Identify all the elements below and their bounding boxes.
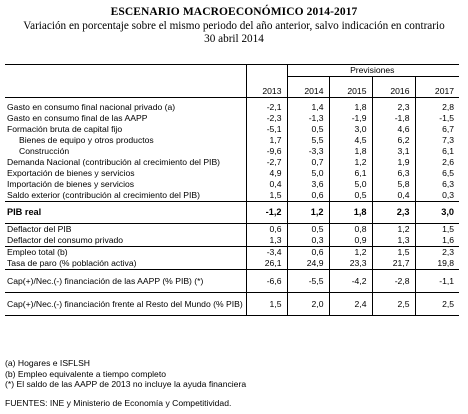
cell: 21,7: [372, 258, 415, 270]
cell: 26,1: [246, 258, 287, 270]
cell: 2,3: [415, 247, 459, 259]
row-label: Gasto en consumo final nacional privado (a): [7, 102, 176, 112]
cell: 2,8: [415, 102, 459, 113]
cell: 1,2: [329, 157, 372, 168]
cell: 1,2: [287, 202, 329, 224]
cell: 0,6: [246, 224, 287, 236]
row-label: Construcción: [19, 146, 70, 156]
cell: 5,0: [329, 179, 372, 190]
row-label: PIB real: [5, 202, 246, 224]
cell: 4,5: [329, 135, 372, 146]
row-label: Saldo exterior (contribución al crecimiento del PIB): [5, 190, 246, 202]
cell: -1,2: [246, 202, 287, 224]
cell: 6,1: [415, 146, 459, 157]
cell: 6,3: [372, 168, 415, 179]
cell: 5,0: [287, 168, 329, 179]
header-row-years: [5, 77, 459, 98]
cell: 6,7: [415, 124, 459, 135]
cell: 19,8: [415, 258, 459, 270]
cell: 5,5: [287, 135, 329, 146]
cell: 2,3: [372, 102, 415, 113]
cell: 1,2: [329, 247, 372, 259]
cell: -2,1: [246, 102, 287, 113]
cell: 0,7: [287, 157, 329, 168]
previsiones-header: Previsiones: [287, 65, 459, 77]
source-line: FUENTES: INE y Ministerio de Economía y Competitividad.: [5, 398, 232, 408]
table-row: [5, 135, 459, 146]
table-row: [5, 146, 459, 157]
cell: 1,5: [415, 224, 459, 236]
cell: 0,5: [287, 224, 329, 236]
cell: 6,1: [329, 168, 372, 179]
table-row: [5, 168, 459, 179]
cell: 3,1: [372, 146, 415, 157]
table-row-pib: [5, 202, 459, 224]
row-label: Tasa de paro (% población activa): [5, 258, 246, 270]
cell: 0,5: [287, 124, 329, 135]
table-row: [5, 179, 459, 190]
cell: 0,8: [329, 224, 372, 236]
year-header: 2015: [329, 77, 372, 98]
cell: 4,9: [246, 168, 287, 179]
row-label: Deflactor del consumo privado: [5, 235, 246, 247]
cell: -4,2: [329, 270, 372, 293]
cell: 1,5: [372, 247, 415, 259]
table-row: [5, 235, 459, 247]
table-row: [5, 224, 459, 236]
cell: -6,6: [246, 270, 287, 293]
cell: 1,8: [329, 146, 372, 157]
table-row: [5, 270, 459, 293]
cell: 0,3: [415, 190, 459, 202]
row-label: Bienes de equipo y otros productos: [19, 135, 154, 145]
cell: 0,9: [329, 235, 372, 247]
row-label: Importación de bienes y servicios: [7, 179, 135, 189]
cell: -2,3: [246, 113, 287, 124]
macro-table: [5, 64, 459, 316]
table-row: [5, 102, 459, 113]
cell: 3,0: [329, 124, 372, 135]
cell: -2,7: [246, 157, 287, 168]
cell: -2,8: [372, 270, 415, 293]
cell: 1,8: [329, 202, 372, 224]
cell: 0,3: [287, 235, 329, 247]
year-header: 2013: [246, 77, 287, 98]
subtitle: Variación en porcentaje sobre el mismo periodo del año anterior, salvo indicación en contrario: [23, 20, 445, 32]
cell: 1,3: [372, 235, 415, 247]
cell: -1,1: [415, 270, 459, 293]
table-row: [5, 247, 459, 259]
cell: 1,5: [246, 293, 287, 316]
cell: 24,9: [287, 258, 329, 270]
cell: 0,6: [287, 247, 329, 259]
cell: 2,0: [287, 293, 329, 316]
cell: 4,6: [372, 124, 415, 135]
row-label: Gasto en consumo final de las AAPP: [7, 113, 148, 123]
cell: 1,7: [246, 135, 287, 146]
table-row: [5, 190, 459, 202]
cell: -9,6: [246, 146, 287, 157]
row-label: Exportación de bienes y servicios: [7, 168, 135, 178]
footnote: (*) El saldo de las AAPP de 2013 no incluye la ayuda financiera: [5, 379, 247, 389]
row-label: Cap(+)/Nec.(-) financiación frente al Resto del Mundo (% PIB): [5, 293, 246, 316]
table-row: [5, 113, 459, 124]
table-row: [5, 124, 459, 135]
cell: 1,2: [372, 224, 415, 236]
cell: 2,3: [372, 202, 415, 224]
cell: 5,8: [372, 179, 415, 190]
footnote: (a) Hogares e ISFLSH: [5, 358, 91, 368]
row-label: Empleo total (b): [7, 247, 68, 257]
cell: 1,5: [246, 190, 287, 202]
cell: -5,5: [287, 270, 329, 293]
row-label: Cap(+)/Nec.(-) financiación de las AAPP (% PIB) (*): [5, 270, 246, 293]
cell: 0,6: [287, 190, 329, 202]
table-row: [5, 258, 459, 270]
cell: -1,5: [415, 113, 459, 124]
cell: 1,9: [372, 157, 415, 168]
cell: 6,3: [415, 179, 459, 190]
cell: 0,5: [329, 190, 372, 202]
cell: -1,8: [372, 113, 415, 124]
cell: 23,3: [329, 258, 372, 270]
cell: 2,4: [329, 293, 372, 316]
row-label: Deflactor del PIB: [7, 224, 72, 234]
cell: -3,4: [246, 247, 287, 259]
cell: -5,1: [246, 124, 287, 135]
cell: 6,2: [372, 135, 415, 146]
table-row: [5, 293, 459, 316]
cell: 3,6: [287, 179, 329, 190]
cell: 1,8: [329, 102, 372, 113]
date-line: 30 abril 2014: [204, 33, 264, 45]
cell: -3,3: [287, 146, 329, 157]
year-header: 2014: [287, 77, 329, 98]
cell: 2,5: [415, 293, 459, 316]
year-header: 2017: [415, 77, 459, 98]
cell: 2,6: [415, 157, 459, 168]
year-header: 2016: [372, 77, 415, 98]
cell: 0,4: [246, 179, 287, 190]
cell: 1,3: [246, 235, 287, 247]
page-title: ESCENARIO MACROECONÓMICO 2014-2017: [110, 6, 358, 18]
row-label: Demanda Nacional (contribución al crecimiento del PIB): [7, 157, 221, 167]
header-row-previsiones: [5, 65, 459, 77]
cell: -1,9: [329, 113, 372, 124]
footnotes: [5, 358, 246, 390]
cell: 6,5: [415, 168, 459, 179]
footnote: (b) Empleo equivalente a tiempo completo: [5, 368, 166, 379]
cell: 2,5: [372, 293, 415, 316]
cell: 0,4: [372, 190, 415, 202]
cell: -1,3: [287, 113, 329, 124]
cell: 3,0: [415, 202, 459, 224]
cell: 7,3: [415, 135, 459, 146]
cell: 1,6: [415, 235, 459, 247]
cell: 1,4: [287, 102, 329, 113]
table-row: [5, 157, 459, 168]
row-label: Formación bruta de capital fijo: [7, 124, 123, 134]
